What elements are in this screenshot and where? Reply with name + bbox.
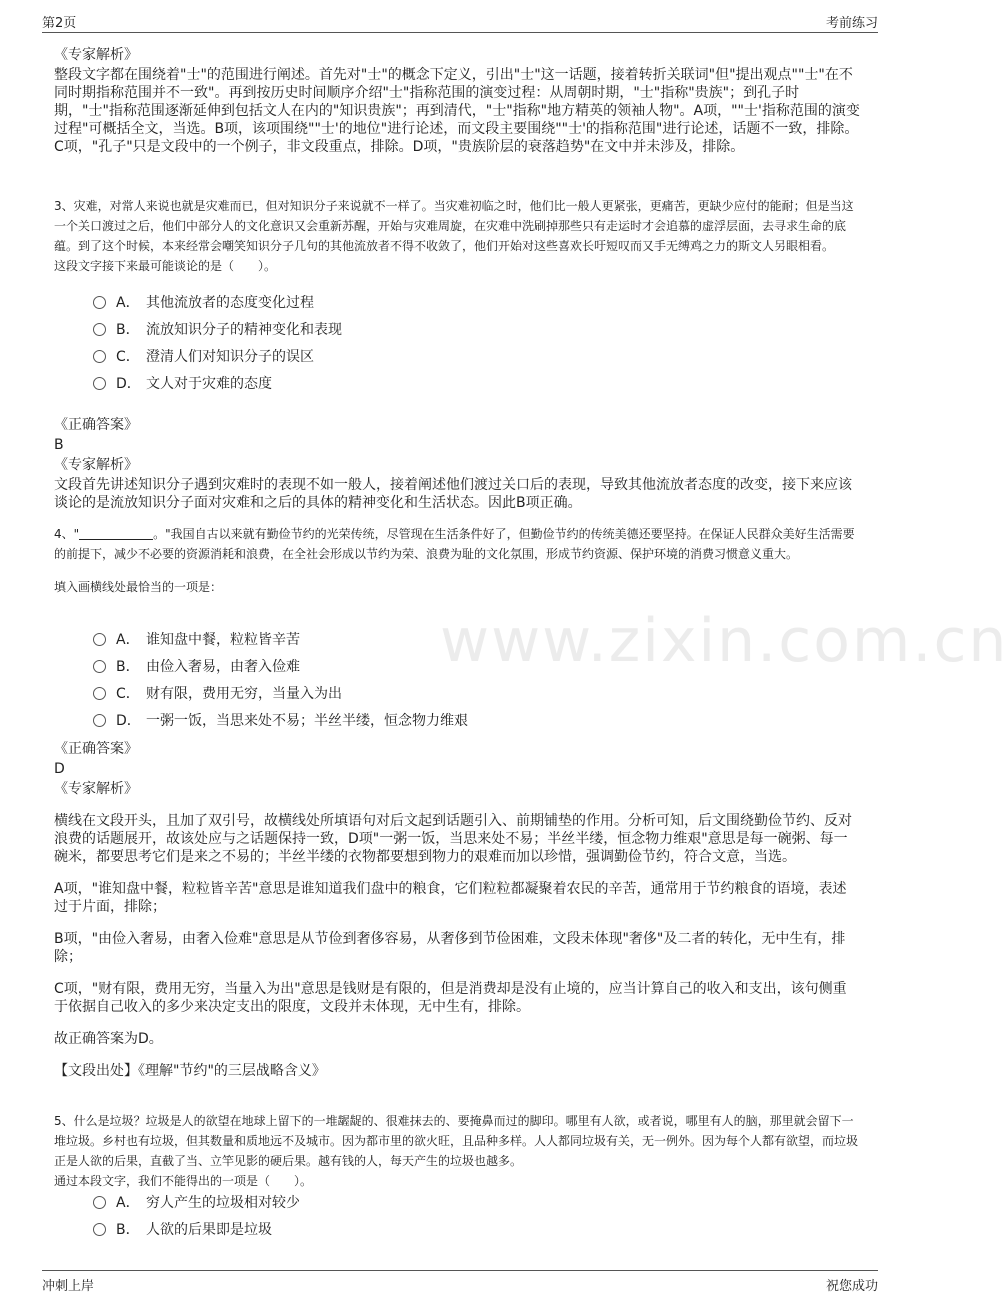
option-text: 文人对于灾难的态度 [146,376,272,392]
analysis-text: 整段文字都在围绕着"士"的范围进行阐述。首先对"士"的概念下定义，引出"士"这一话题，接着转折关联词"但"提出观点""士"在不同时期指称范围并不一致"。再到按历史时间顺序介绍"士"指称范围的演变过程：从周朝时期，"士"指称"贵族"；到孔子时期，"士"指称范围逐渐延伸到包括文人在内的"知识贵族"；再到清代，"士"指称"地方精英的领袖人物"。A项，""士'指称范围的演变过程"可概括全文，当选。B项，该项围绕""士'的地位"进行论述，而文段主要围绕""士'的指称范围"进行论述，话题不一致，排除。C项，"孔子"只是文段中的一个例子，非文段重点，排除。D项，"贵族阶层的衰落趋势"在文中并未涉及，排除。 [54,67,860,155]
q4-answer-block [54,740,860,1080]
source-citation: 【文段出处】《理解"节约"的三层战略含义》 [54,1063,326,1079]
analysis-paragraph-2: A项，"谁知盘中餐，粒粒皆辛苦"意思是谁知道我们盘中的粮食，它们粒粒都凝聚着农民的辛苦，通常用于节约粮食的语境，表述过于片面，排除； [54,881,847,915]
option-text: 财有限，费用无穷，当量入为出 [146,686,342,702]
analysis-tag: 《专家解析》 [54,781,138,797]
question-prompt: 填入画横线处最恰当的一项是： [54,580,223,594]
option-letter: A． [116,1195,140,1211]
option-letter: C． [116,349,140,365]
fill-blank [79,525,153,540]
correct-answer: B [54,437,64,453]
question-stem: 3、灾难，对常人来说也就是灾难而已，但对知识分子来说就不一样了。当灾难初临之时，他们比一般人更紧张，更痛苦，更缺少应付的能耐；但是当这一个关口渡过之后，他们中部分人的文化意识又会重新苏醒，开始与灾难周旋，在灾难中洗刷掉那些只有走运时才会追慕的虚浮层面，去寻求生命的底蕴。到了这个时候，本来经常会嘲笑知识分子几句的其他流放者不得不收敛了，他们开始对这些喜欢长吁短叹而又手无缚鸡之力的斯文人另眼相看。 [54,199,854,253]
analysis-tag: 《专家解析》 [54,47,138,63]
option-d[interactable] [93,373,272,395]
question-prompt: 通过本段文字，我们不能得出的一项是（ ）。 [54,1174,313,1188]
option-a[interactable] [93,292,314,314]
footer-right: 祝您成功 [825,1279,878,1294]
option-text: 一粥一饭，当思来处不易；半丝半缕，恒念物力维艰 [146,713,468,729]
question-prompt: 这段文字接下来最可能谈论的是（ ）。 [54,259,277,273]
option-b[interactable] [93,656,300,678]
option-b[interactable] [93,1219,272,1241]
question-5 [54,1111,860,1191]
analysis-paragraph-1: 横线在文段开头，且加了双引号，故横线处所填语句对后文起到话题引入、前期铺垫的作用。分析可知，后文围绕勤俭节约、反对浪费的话题展开，故该处应与之话题保持一致，D项"一粥一饭，当思来处不易；半丝半缕，恒念物力维艰"意思是每一碗粥、每一碗米，都要思考它们是来之不易的；半丝半缕的衣物都要想到物力的艰难而加以珍惜，强调勤俭节约，符合文意，当选。 [54,813,852,865]
radio-icon[interactable] [93,350,106,363]
question-stem [54,524,860,564]
radio-icon[interactable] [93,296,106,309]
radio-icon[interactable] [93,633,106,646]
option-text: 人欲的后果即是垃圾 [146,1222,272,1238]
analysis-paragraph-4: C项，"财有限，费用无穷，当量入为出"意思是钱财是有限的，但是消费却是没有止境的，应当计算自己的收入和支出，该句侧重于依据自己收入的多少来决定支出的限度，文段并未体现，无中生有，排除。 [54,981,847,1015]
option-letter: C． [116,686,140,702]
option-letter: D． [116,376,141,392]
analysis-tag: 《专家解析》 [54,457,138,473]
page-header [42,8,878,33]
option-c[interactable] [93,346,314,368]
stem-prefix: 4、" [54,527,80,541]
option-letter: B． [116,322,140,338]
radio-icon[interactable] [93,714,106,727]
watermark: www.zixin.com.cn [440,606,1008,676]
option-c[interactable] [93,683,342,705]
option-text: 谁知盘中餐，粒粒皆辛苦 [146,632,300,648]
radio-icon[interactable] [93,377,106,390]
question-3 [54,196,860,276]
option-a[interactable] [93,1192,300,1214]
option-b[interactable] [93,319,342,341]
option-letter: D． [116,713,141,729]
option-letter: A． [116,295,140,311]
option-d[interactable] [93,710,468,732]
q2-analysis-block [54,46,860,156]
analysis-text: 文段首先讲述知识分子遇到灾难时的表现不如一般人，接着阐述他们渡过关口后的表现，导致其他流放者态度的改变，接下来应该谈论的是流放知识分子面对灾难和之后的具体的精神变化和生活状态。因此B项正确。 [54,477,852,511]
option-letter: B． [116,659,140,675]
option-a[interactable] [93,629,300,651]
answer-tag: 《正确答案》 [54,741,138,757]
radio-icon[interactable] [93,687,106,700]
question-4 [54,524,860,597]
page-number: 第2页 [42,16,77,31]
stem-text: 。"我国自古以来就有勤俭节约的光荣传统，尽管现在生活条件好了，但勤俭节约的传统美德还要坚持。在保证人民群众美好生活需要的前提下，减少不必要的资源消耗和浪费，在全社会形成以节约为荣、浪费为耻的文化氛围，形成节约资源、保护环境的消费习惯意义重大。 [54,527,855,561]
radio-icon[interactable] [93,323,106,336]
option-text: 流放知识分子的精神变化和表现 [146,322,342,338]
question-stem: 5、什么是垃圾？垃圾是人的欲望在地球上留下的一堆龌龊的、很难抹去的、要掩鼻而过的脚印。哪里有人欲，或者说，哪里有人的脑，那里就会留下一堆垃圾。乡村也有垃圾，但其数量和质地远不及城市。因为都市里的欲火旺，且品种多样。人人都同垃圾有关，无一例外。因为每个人都有欲望，而垃圾正是人欲的后果，直截了当、立竿见影的硬后果。越有钱的人，每天产生的垃圾也越多。 [54,1114,859,1168]
correct-answer: D [54,761,65,777]
option-text: 由俭入奢易，由奢入俭难 [146,659,300,675]
option-text: 穷人产生的垃圾相对较少 [146,1195,300,1211]
footer-left: 冲刺上岸 [42,1279,95,1294]
radio-icon[interactable] [93,1223,106,1236]
radio-icon[interactable] [93,1196,106,1209]
q3-answer-block [54,416,860,512]
option-letter: B． [116,1222,140,1238]
page-footer [42,1270,878,1297]
analysis-paragraph-3: B项，"由俭入奢易，由奢入俭难"意思是从节俭到奢侈容易，从奢侈到节俭困难，文段未体现"奢侈"及二者的转化，无中生有，排除； [54,931,846,965]
option-text: 其他流放者的态度变化过程 [146,295,314,311]
option-letter: A． [116,632,140,648]
header-title: 考前练习 [825,16,878,31]
answer-tag: 《正确答案》 [54,417,138,433]
option-text: 澄清人们对知识分子的误区 [146,349,314,365]
analysis-paragraph-5: 故正确答案为D。 [54,1031,163,1047]
radio-icon[interactable] [93,660,106,673]
